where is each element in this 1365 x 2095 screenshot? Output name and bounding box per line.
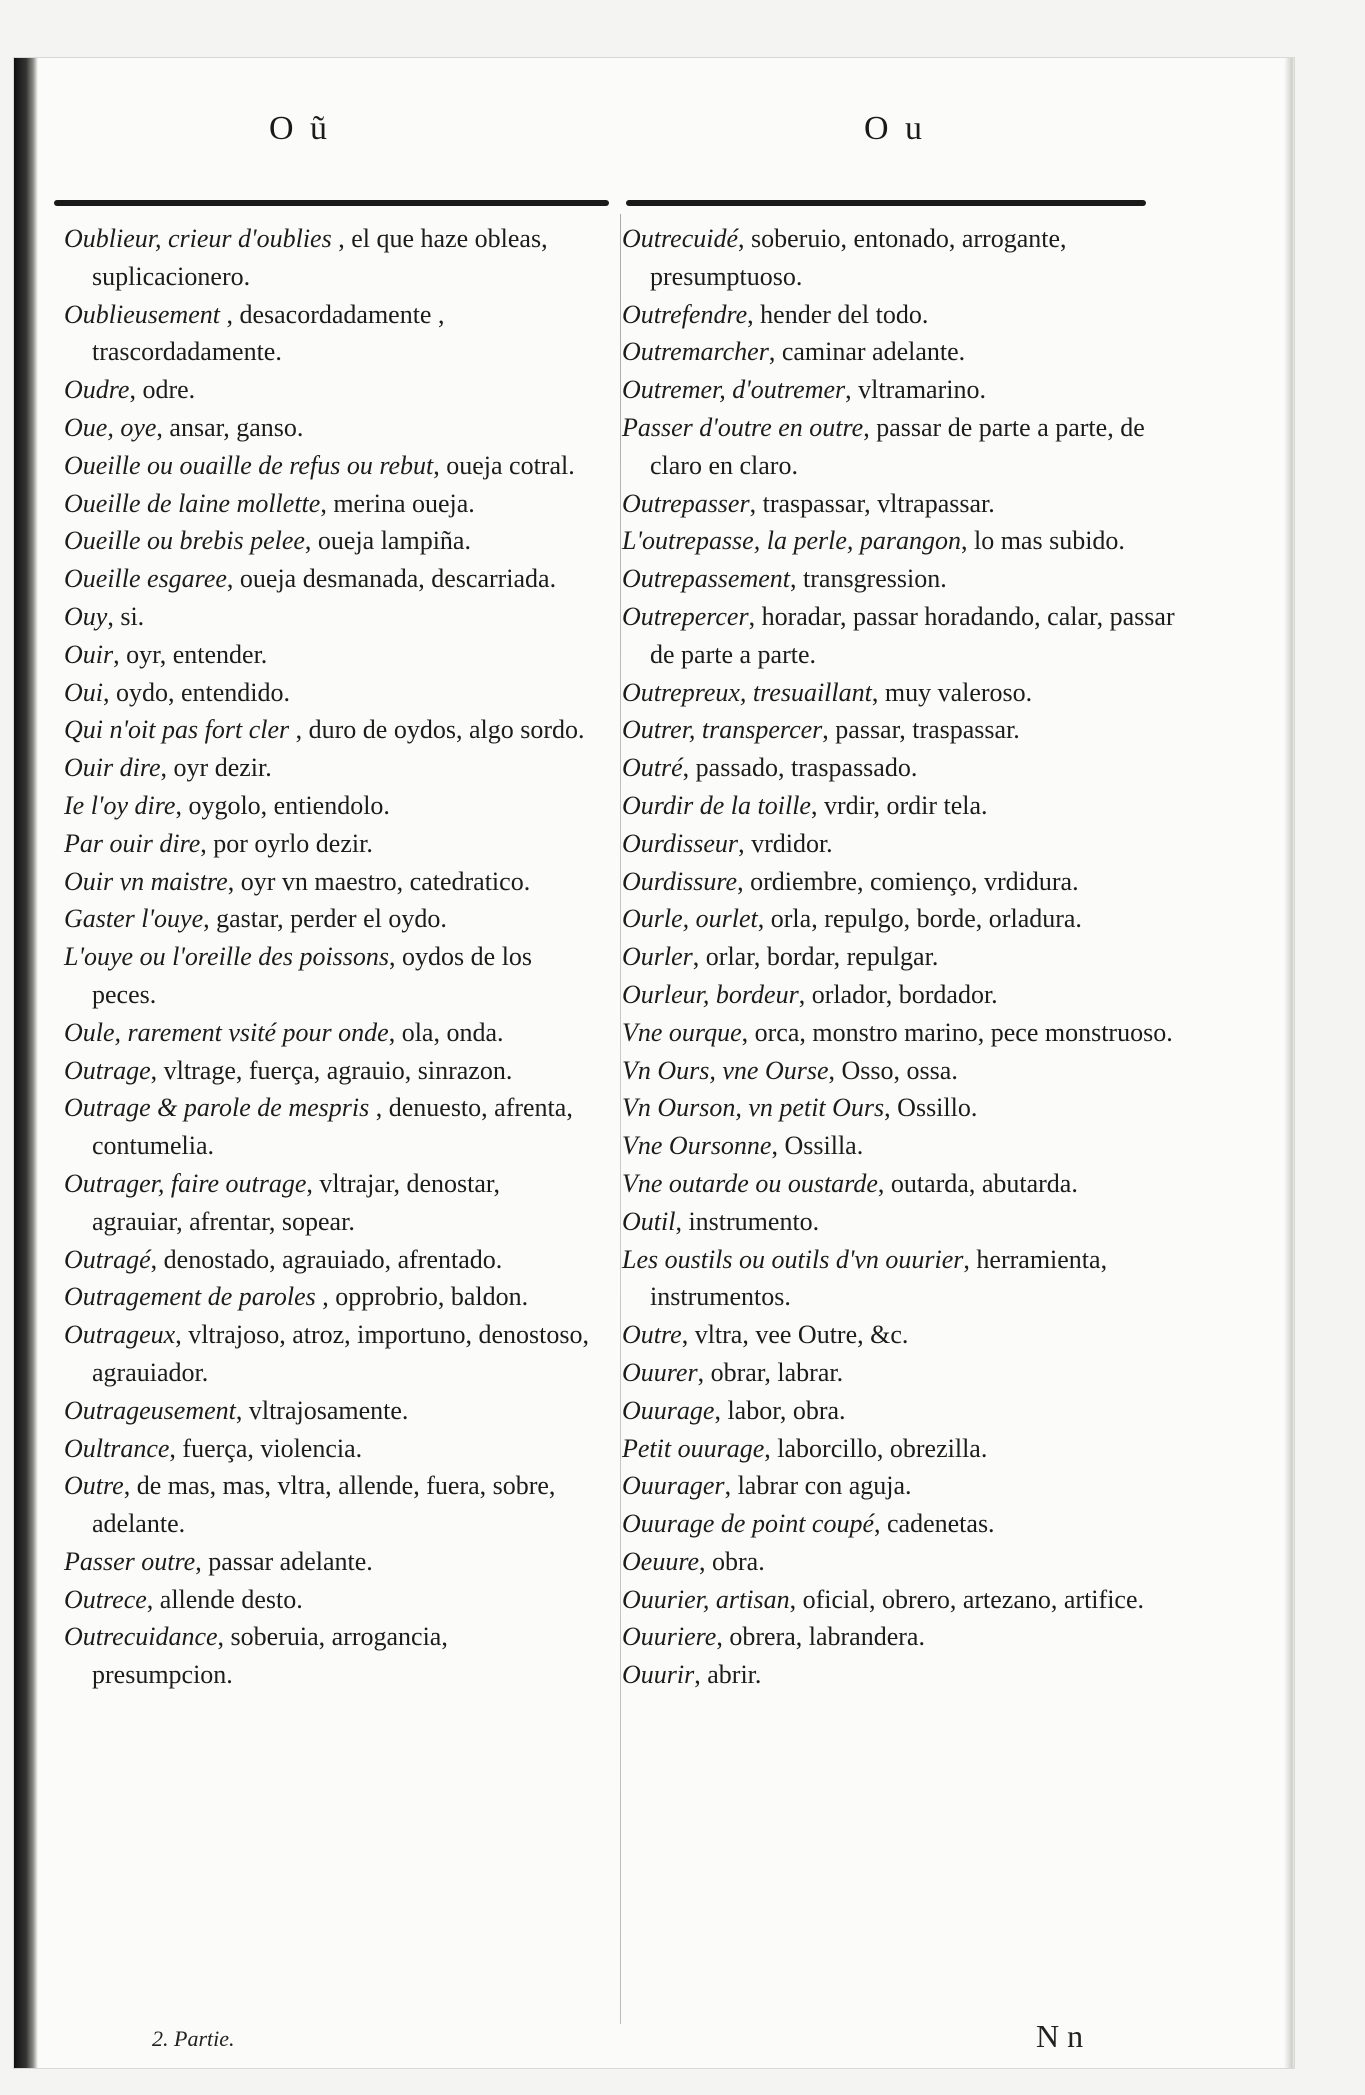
dictionary-entry xyxy=(622,1165,1182,1203)
dictionary-entry xyxy=(622,749,1182,787)
dictionary-entry xyxy=(622,674,1182,712)
dictionary-entry xyxy=(64,711,594,749)
dictionary-entry xyxy=(64,636,594,674)
dictionary-entry xyxy=(622,1316,1182,1354)
dictionary-entry xyxy=(64,485,594,523)
dictionary-entry xyxy=(622,560,1182,598)
entry-headword: Outre xyxy=(622,1320,682,1350)
dictionary-entry xyxy=(622,1467,1182,1505)
dictionary-entry xyxy=(622,787,1182,825)
entry-definition: , vrdidor. xyxy=(738,828,833,858)
header-rule-left xyxy=(54,200,609,206)
dictionary-entry xyxy=(622,976,1182,1014)
running-head-left: O ũ xyxy=(269,110,332,147)
entry-definition: , passar adelante. xyxy=(195,1546,373,1576)
dictionary-entry xyxy=(64,787,594,825)
entry-headword: Oudre xyxy=(64,375,130,405)
entry-headword: Passer outre xyxy=(64,1546,196,1576)
dictionary-entry xyxy=(64,749,594,787)
entry-definition: , orlar, bordar, repulgar. xyxy=(692,942,939,972)
entry-definition: , passar, traspassar. xyxy=(822,715,1020,745)
dictionary-entry xyxy=(64,1316,594,1392)
entry-definition: , ansar, ganso. xyxy=(156,412,304,442)
entry-headword: Ouy xyxy=(64,601,108,631)
entry-headword: Outragement de paroles xyxy=(64,1282,316,1312)
entry-headword: Ourdir de la toille xyxy=(622,790,811,820)
dictionary-entry xyxy=(64,1618,594,1694)
dictionary-entry xyxy=(64,863,594,901)
dictionary-entry xyxy=(64,1392,594,1430)
dictionary-entry xyxy=(622,220,1182,296)
entry-headword: Outrece xyxy=(64,1584,147,1614)
entry-headword: Ouurier, artisan xyxy=(622,1584,790,1614)
dictionary-entry xyxy=(622,333,1182,371)
dictionary-entry xyxy=(622,1656,1182,1694)
entry-definition: , gastar, perder el oydo. xyxy=(203,904,447,934)
entry-definition: , denostado, agrauiado, afrentado. xyxy=(150,1244,503,1274)
dictionary-entry xyxy=(622,1089,1182,1127)
right-column xyxy=(622,220,1182,1694)
entry-headword: Oueille ou brebis pelee xyxy=(64,526,305,556)
entry-headword: Oublieur, crieur d'oublies xyxy=(64,224,332,253)
dictionary-entry xyxy=(622,1127,1182,1165)
entry-headword: Outil xyxy=(622,1206,676,1236)
entry-definition: , por oyrlo dezir. xyxy=(200,828,373,858)
entry-headword: Vne ourque xyxy=(622,1017,742,1047)
entry-definition: , ordiembre, comienço, vrdidura. xyxy=(737,866,1079,896)
entry-headword: Outré xyxy=(622,753,683,783)
entry-definition: , traspassar, vltrapassar. xyxy=(749,488,995,518)
entry-definition: , hender del todo. xyxy=(747,299,929,329)
header-rule-right xyxy=(626,200,1146,206)
entry-headword: L'outrepasse, la perle, parangon xyxy=(622,526,961,556)
entry-definition: , denuesto, afrenta, contumelia. xyxy=(92,1093,573,1161)
dictionary-entry xyxy=(622,1203,1182,1241)
entry-headword: Outrecuidance xyxy=(64,1622,218,1652)
entry-headword: Ouurager xyxy=(622,1471,725,1501)
entry-headword: Ouurir xyxy=(622,1660,695,1690)
dictionary-entry xyxy=(64,560,594,598)
dictionary-entry xyxy=(64,371,594,409)
entry-definition: , soberuia, arrogancia, presumpcion. xyxy=(92,1622,448,1690)
entry-headword: Oultrance xyxy=(64,1433,170,1463)
entry-headword: Ouir xyxy=(64,639,114,669)
dictionary-entry xyxy=(622,1430,1182,1468)
dictionary-entry xyxy=(64,1241,594,1279)
entry-definition: , Ossillo. xyxy=(884,1093,978,1123)
entry-definition: , Osso, ossa. xyxy=(828,1055,958,1085)
dictionary-entry xyxy=(64,938,594,1014)
entry-headword: Oue, oye xyxy=(64,412,157,442)
dictionary-entry xyxy=(622,1014,1182,1052)
dictionary-entry xyxy=(622,1505,1182,1543)
entry-headword: Outrepassement xyxy=(622,564,791,594)
dictionary-entry xyxy=(64,1165,594,1241)
entry-headword: Par ouir dire xyxy=(64,828,201,858)
entry-definition: , soberuio, entonado, arrogante, presumptuoso. xyxy=(650,224,1067,291)
dictionary-entry xyxy=(622,371,1182,409)
entry-headword: Oueille esgaree xyxy=(64,564,227,594)
entry-definition: , orca, monstro marino, pece monstruoso. xyxy=(741,1017,1173,1047)
dictionary-entry xyxy=(622,825,1182,863)
dictionary-entry xyxy=(64,447,594,485)
entry-headword: Outrageusement xyxy=(64,1395,236,1425)
entry-definition: , ola, onda. xyxy=(388,1017,504,1047)
dictionary-entry xyxy=(64,1467,594,1543)
entry-headword: Ourle, ourlet xyxy=(622,904,758,934)
entry-definition: , vrdir, ordir tela. xyxy=(810,790,988,820)
signature-mark: 2. Partie. xyxy=(152,2026,235,2051)
entry-definition: , lo mas subido. xyxy=(960,526,1125,556)
entry-definition: , transgression. xyxy=(790,564,947,594)
entry-headword: Vne outarde ou oustarde xyxy=(622,1168,878,1198)
entry-definition: , orlador, bordador. xyxy=(798,979,998,1009)
dictionary-entry xyxy=(622,1052,1182,1090)
entry-definition: , labor, obra. xyxy=(714,1395,846,1425)
dictionary-entry xyxy=(64,674,594,712)
entry-headword: Outrepasser xyxy=(622,488,750,518)
entry-definition: , obra. xyxy=(699,1546,765,1576)
dictionary-entry xyxy=(64,1014,594,1052)
entry-definition: , laborcillo, obrezilla. xyxy=(764,1433,988,1463)
entry-definition: , instrumento. xyxy=(675,1206,820,1236)
entry-headword: Ouir dire xyxy=(64,753,161,783)
entry-definition: , vltramarino. xyxy=(845,375,986,405)
dictionary-entry xyxy=(622,1392,1182,1430)
entry-headword: Oueille ou ouaille de refus ou rebut xyxy=(64,450,434,480)
entry-headword: Outrecuidé xyxy=(622,224,738,253)
dictionary-entry xyxy=(64,1430,594,1468)
entry-definition: , passar de parte a parte, de claro en claro. xyxy=(650,412,1145,480)
entry-definition: , oydo, entendido. xyxy=(103,677,291,707)
entry-headword: Oui xyxy=(64,677,103,707)
entry-definition: , oyr, entender. xyxy=(113,639,268,669)
entry-headword: Vne Oursonne xyxy=(622,1131,772,1161)
dictionary-entry xyxy=(64,900,594,938)
dictionary-entry xyxy=(622,863,1182,901)
entry-definition: , obrera, labrandera. xyxy=(716,1622,925,1652)
entry-headword: Oueille de laine mollette xyxy=(64,488,321,518)
entry-headword: Outrepercer xyxy=(622,601,749,631)
entry-definition: , fuerça, violencia. xyxy=(169,1433,363,1463)
dictionary-entry xyxy=(622,938,1182,976)
entry-definition: , passado, traspassado. xyxy=(682,753,918,783)
entry-definition: , oficial, obrero, artezano, artifice. xyxy=(789,1584,1144,1614)
entry-definition: , vltrajosamente. xyxy=(235,1395,409,1425)
dictionary-entry xyxy=(64,296,594,372)
entry-definition: , abrir. xyxy=(694,1660,762,1690)
entry-headword: Les oustils ou outils d'vn ouurier xyxy=(622,1244,964,1274)
dictionary-entry xyxy=(64,825,594,863)
entry-headword: Passer d'outre en outre xyxy=(622,412,864,442)
column-separator xyxy=(620,214,621,2024)
dictionary-entry xyxy=(622,598,1182,674)
entry-headword: Gaster l'ouye xyxy=(64,904,204,934)
entry-definition: , si. xyxy=(107,601,145,631)
dictionary-entry xyxy=(622,711,1182,749)
dictionary-page xyxy=(14,58,1294,2068)
entry-headword: Outremer, d'outremer xyxy=(622,375,846,405)
entry-definition: , labrar con aguja. xyxy=(724,1471,912,1501)
entry-headword: Outrageux xyxy=(64,1320,176,1350)
catchword: N n xyxy=(1036,2018,1084,2054)
entry-headword: Oublieusement xyxy=(64,299,220,329)
entry-headword: Oeuure xyxy=(622,1546,700,1576)
entry-definition: , muy valeroso. xyxy=(871,677,1033,707)
entry-headword: Outrager, faire outrage xyxy=(64,1168,307,1198)
entry-headword: Ouurage de point coupé xyxy=(622,1509,875,1539)
dictionary-entry xyxy=(64,1581,594,1619)
entry-definition: , odre. xyxy=(129,375,196,405)
entry-headword: Ourdissure xyxy=(622,866,738,896)
entry-definition: , Ossilla. xyxy=(771,1131,864,1161)
entry-definition: , opprobrio, baldon. xyxy=(315,1282,529,1312)
entry-definition: , merina oueja. xyxy=(320,488,475,518)
entry-headword: Ourleur, bordeur xyxy=(622,979,799,1009)
entry-definition: , vltra, vee Outre, &c. xyxy=(681,1320,909,1350)
dictionary-entry xyxy=(64,409,594,447)
dictionary-entry xyxy=(622,409,1182,485)
dictionary-entry xyxy=(64,522,594,560)
dictionary-entry xyxy=(622,1581,1182,1619)
entry-definition: , caminar adelante. xyxy=(768,337,966,367)
entry-headword: Ouurage xyxy=(622,1395,715,1425)
entry-definition: , desacordadamente , trascordadamente. xyxy=(92,299,445,367)
entry-headword: Outre xyxy=(64,1471,124,1501)
entry-definition: , outarda, abutarda. xyxy=(877,1168,1078,1198)
entry-headword: Outrer, transpercer xyxy=(622,715,823,745)
entry-definition: , herramienta, instrumentos. xyxy=(650,1244,1108,1312)
entry-definition: , el que haze obleas, suplicacionero. xyxy=(92,224,548,291)
dictionary-entry xyxy=(622,1618,1182,1656)
dictionary-entry xyxy=(64,220,594,296)
entry-definition: , cadenetas. xyxy=(874,1509,995,1539)
dictionary-entry xyxy=(622,1354,1182,1392)
entry-headword: Oule, rarement vsité pour onde xyxy=(64,1017,389,1047)
entry-definition: , vltrajar, denostar, agrauiar, afrentar, sopear. xyxy=(92,1168,500,1236)
dictionary-entry xyxy=(622,1241,1182,1317)
entry-definition: , vltrajoso, atroz, importuno, denostoso, agrauiador. xyxy=(92,1320,589,1387)
entry-definition: , horadar, passar horadando, calar, passar de parte a parte. xyxy=(650,601,1175,669)
entry-headword: L'ouye ou l'oreille des poissons xyxy=(64,942,390,972)
entry-definition: , vltrage, fuerça, agrauio, sinrazon. xyxy=(150,1055,513,1085)
entry-headword: Outrefendre xyxy=(622,299,748,329)
entry-headword: Vn Ours, vne Ourse xyxy=(622,1055,829,1085)
binding-edge-shadow xyxy=(14,58,38,2068)
dictionary-entry xyxy=(622,296,1182,334)
entry-headword: Petit ouurage xyxy=(622,1433,765,1463)
running-head-right: O u xyxy=(864,110,927,147)
dictionary-entry xyxy=(622,900,1182,938)
entry-headword: Ouurer xyxy=(622,1357,698,1387)
entry-headword: Outrage & parole de mespris xyxy=(64,1093,370,1123)
left-column xyxy=(64,220,594,1694)
entry-headword: Outrepreux, tresuaillant xyxy=(622,677,872,707)
dictionary-entry xyxy=(64,1089,594,1165)
dictionary-entry xyxy=(622,1543,1182,1581)
entry-headword: Qui n'oit pas fort cler xyxy=(64,715,290,745)
entry-definition: , oydos de los peces. xyxy=(92,942,533,1009)
entry-headword: Vn Ourson, vn petit Ours xyxy=(622,1093,885,1123)
entry-headword: Outremarcher xyxy=(622,337,769,367)
dictionary-entry xyxy=(64,1278,594,1316)
entry-definition: , oueja desmanada, descarriada. xyxy=(226,564,557,594)
entry-definition: , allende desto. xyxy=(146,1584,303,1614)
dictionary-entry xyxy=(64,1052,594,1090)
entry-definition: , oyr dezir. xyxy=(160,753,272,783)
entry-headword: Outragé xyxy=(64,1244,151,1274)
entry-definition: , duro de oydos, algo sordo. xyxy=(289,715,585,745)
entry-definition: , obrar, labrar. xyxy=(697,1357,844,1387)
outer-edge-shadow xyxy=(1284,58,1294,2068)
entry-definition: , oueja cotral. xyxy=(433,450,575,480)
entry-definition: , de mas, mas, vltra, allende, fuera, sobre, adelante. xyxy=(92,1471,556,1539)
entry-definition: , oueja lampiña. xyxy=(304,526,471,556)
entry-definition: , oyr vn maestro, catedratico. xyxy=(227,866,531,896)
entry-headword: Ouir vn maistre xyxy=(64,866,228,896)
entry-headword: Ourdisseur xyxy=(622,828,739,858)
dictionary-entry xyxy=(622,522,1182,560)
entry-headword: Ouuriere xyxy=(622,1622,717,1652)
dictionary-entry xyxy=(64,598,594,636)
entry-definition: , oygolo, entiendolo. xyxy=(175,790,390,820)
entry-definition: , orla, repulgo, borde, orladura. xyxy=(757,904,1082,934)
entry-headword: Ie l'oy dire xyxy=(64,790,176,820)
entry-headword: Outrage xyxy=(64,1055,151,1085)
dictionary-entry xyxy=(622,485,1182,523)
entry-headword: Ourler xyxy=(622,942,693,972)
dictionary-entry xyxy=(64,1543,594,1581)
